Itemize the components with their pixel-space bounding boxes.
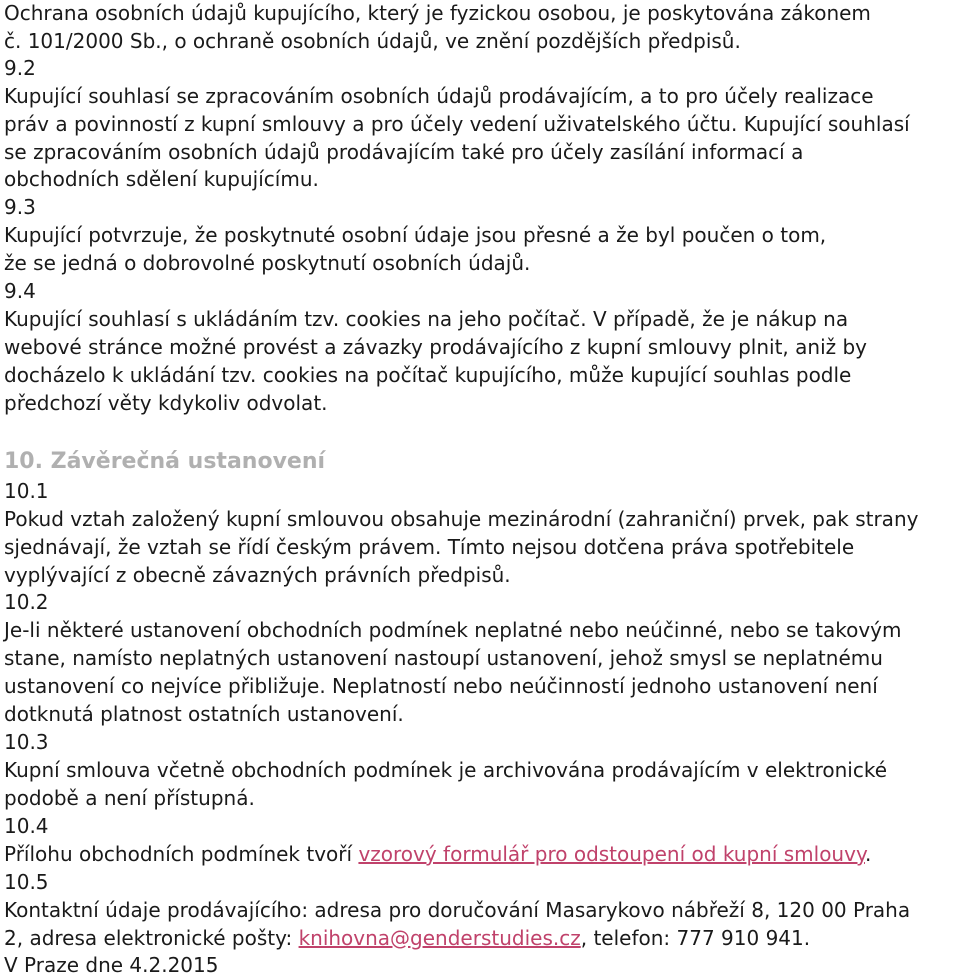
- withdrawal-form-link[interactable]: vzorový formulář pro odstoupení od kupní smlouvy: [358, 842, 865, 866]
- paragraph-line: dotknutá platnost ostatních ustanovení.: [4, 702, 404, 726]
- phone-text: , telefon: 777 910 941.: [580, 926, 811, 950]
- paragraph-line: podobě a není přístupná.: [4, 786, 255, 810]
- paragraph-line: obchodních sdělení kupujícímu.: [4, 167, 319, 191]
- paragraph-line: že se jedná o dobrovolné poskytnutí osobních údajů.: [4, 251, 531, 275]
- document-date: V Praze dne 4.2.2015: [4, 953, 219, 977]
- clause-number-10-1: 10.1: [4, 479, 49, 503]
- clause-number-9-4: 9.4: [4, 279, 36, 303]
- section-heading: 10. Závěrečná ustanovení: [4, 449, 326, 474]
- attachment-text: Přílohu obchodních podmínek tvoří: [4, 842, 359, 866]
- paragraph-line: se zpracováním osobních údajů prodávajícím také pro účely zasílání informací a: [4, 140, 804, 164]
- paragraph-line: Kupující souhlasí se zpracováním osobních údajů prodávajícím, a to pro účely realizace: [4, 84, 874, 108]
- paragraph-line: Kupní smlouva včetně obchodních podmínek je archivována prodávajícím v elektronické: [4, 758, 888, 782]
- email-label: 2, adresa elektronické pošty:: [4, 926, 299, 950]
- paragraph-line: stane, namísto neplatných ustanovení nastoupí ustanovení, jehož smysl se neplatnému: [4, 646, 883, 670]
- paragraph-line: docházelo k ukládání tzv. cookies na počítač kupujícího, může kupující souhlas podle: [4, 363, 852, 387]
- paragraph-line: Je-li některé ustanovení obchodních podmínek neplatné nebo neúčinné, nebo se takovým: [4, 618, 902, 642]
- paragraph-line: práv a povinností z kupní smlouvy a pro účely vedení uživatelského účtu. Kupující souhlasí: [4, 112, 910, 136]
- paragraph-line: Kontaktní údaje prodávajícího: adresa pro doručování Masarykovo nábřeží 8, 120 00 Praha: [4, 898, 911, 922]
- paragraph-line: webové stránce možné provést a závazky prodávajícího z kupní smlouvy plnit, aniž by: [4, 335, 868, 359]
- clause-number-10-4: 10.4: [4, 814, 49, 838]
- paragraph-line: Ochrana osobních údajů kupujícího, který je fyzickou osobou, je poskytována zákonem: [4, 1, 871, 25]
- period-text: .: [864, 842, 872, 866]
- paragraph-line: č. 101/2000 Sb., o ochraně osobních údajů, ve znění pozdějších předpisů.: [4, 29, 741, 53]
- clause-number-10-3: 10.3: [4, 730, 49, 754]
- clause-number-10-2: 10.2: [4, 590, 49, 614]
- paragraph-line: [4, 925, 810, 953]
- clause-number-9-2: 9.2: [4, 56, 36, 80]
- paragraph-line: vyplývající z obecně závazných právních předpisů.: [4, 563, 511, 587]
- clause-number-10-5: 10.5: [4, 870, 49, 894]
- paragraph-line: Kupující souhlasí s ukládáním tzv. cookies na jeho počítač. V případě, že je nákup na: [4, 307, 849, 331]
- paragraph-line: Pokud vztah založený kupní smlouvou obsahuje mezinárodní (zahraniční) prvek, pak strany: [4, 507, 919, 531]
- paragraph-line: předchozí věty kdykoliv odvolat.: [4, 391, 328, 415]
- paragraph-line: sjednávají, že vztah se řídí českým právem. Tímto nejsou dotčena práva spotřebitele: [4, 535, 855, 559]
- email-link[interactable]: knihovna@genderstudies.cz: [298, 926, 581, 950]
- paragraph-line: [4, 841, 871, 869]
- paragraph-line: ustanovení co nejvíce přibližuje. Neplatností nebo neúčinností jednoho ustanovení není: [4, 674, 878, 698]
- clause-number-9-3: 9.3: [4, 195, 36, 219]
- paragraph-line: Kupující potvrzuje, že poskytnuté osobní údaje jsou přesné a že byl poučen o tom,: [4, 223, 827, 247]
